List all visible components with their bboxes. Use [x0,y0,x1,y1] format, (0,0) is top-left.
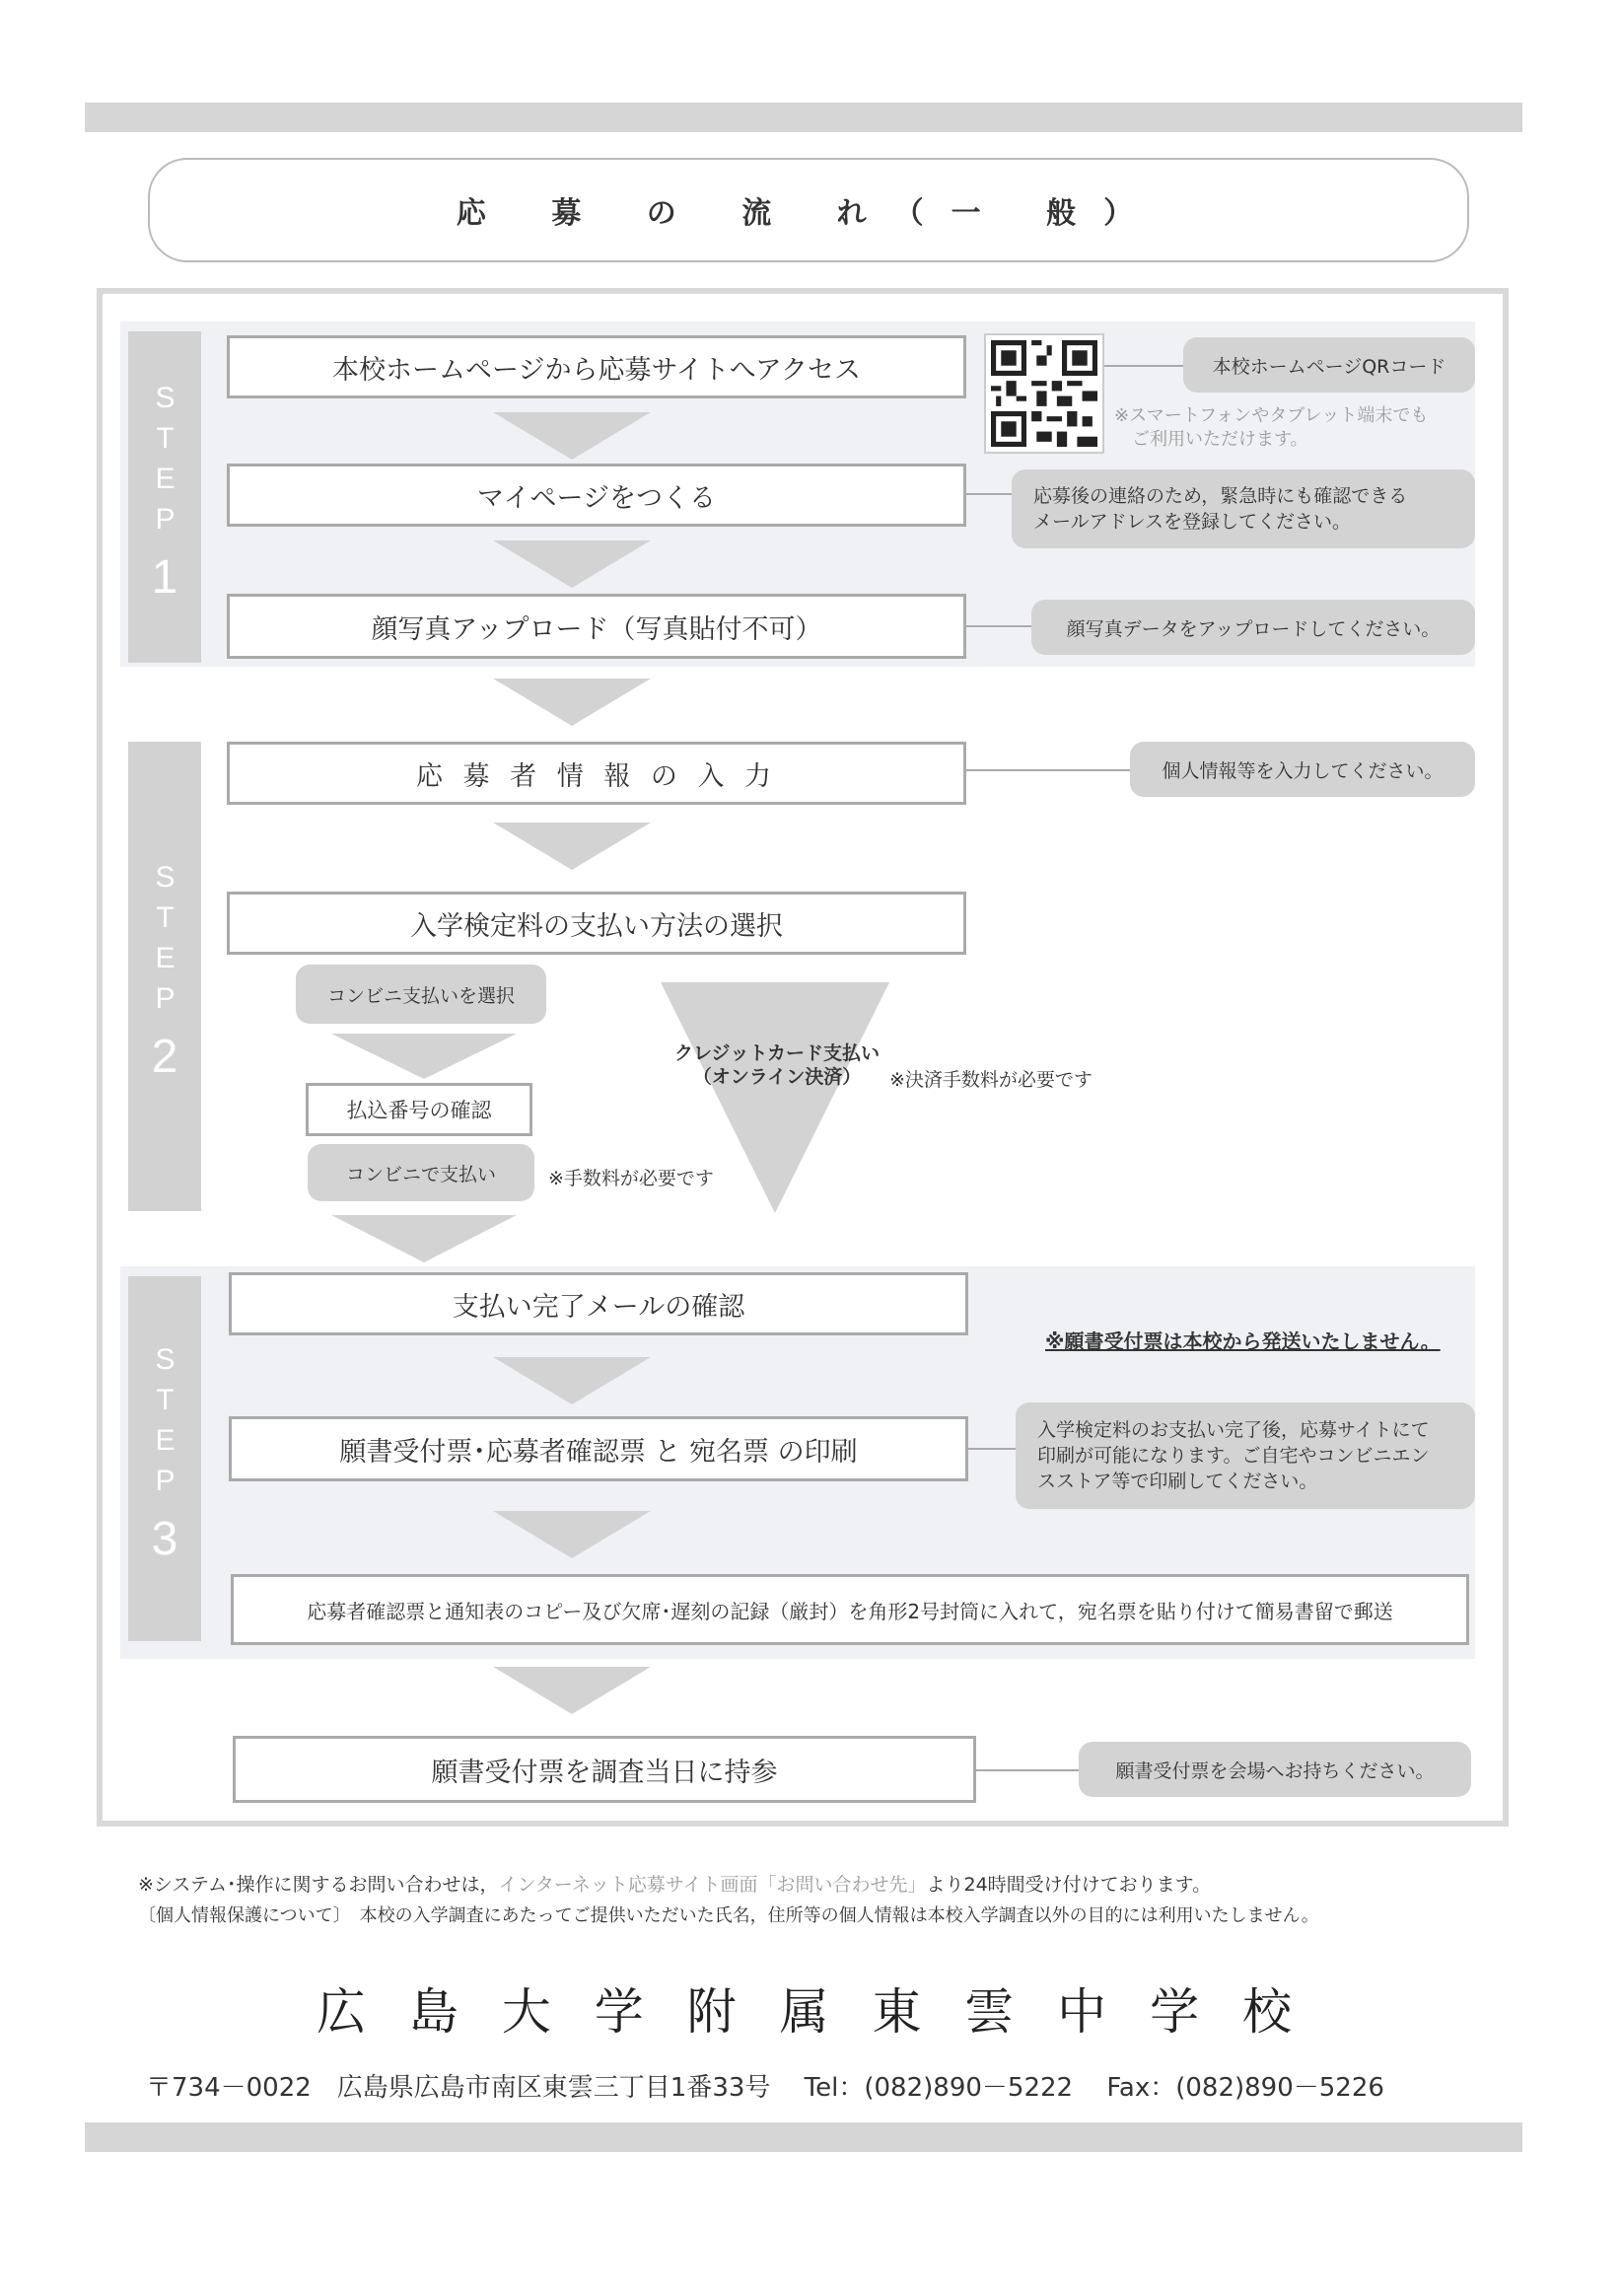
step2-label [128,742,201,1211]
step-text: STEP [149,1343,181,1505]
print-note-line1: 入学検定料のお支払い完了後，応募サイトにて [1037,1419,1430,1441]
info-note: 個人情報等を入力してください。 [1130,742,1475,797]
connector [966,493,1014,495]
qr-label: 本校ホームページQRコード [1183,337,1475,393]
step1-label [128,331,201,663]
connector [966,769,1134,771]
step3-label [128,1276,201,1641]
arrow-down [493,1357,651,1404]
number-check-box: 払込番号の確認 [306,1083,532,1136]
print-note-line3: スストア等で印刷してください。 [1037,1471,1318,1492]
arrow-down [493,679,651,726]
receipt-note: ※願書受付票は本校から発送いたしません。 [1045,1329,1441,1353]
arrow-down [493,823,651,870]
photo-note: 顔写真データをアップロードしてください。 [1031,600,1475,655]
connector [968,1448,1018,1450]
payment-box: 入学検定料の支払い方法の選択 [227,892,966,955]
arrow-down [493,412,651,460]
qr-code[interactable] [984,333,1104,454]
print-note-line2: 印刷が可能になります。ご自宅やコンビニエン [1037,1445,1430,1467]
access-box: 本校ホームページから応募サイトへアクセス [227,335,966,398]
bring-note: 願書受付票を会場へお持ちください。 [1079,1742,1471,1797]
inquiry-part2: より24時間受け付けております。 [926,1874,1212,1896]
print-note [1016,1402,1475,1509]
complete-mail-box: 支払い完了メールの確認 [229,1272,968,1335]
mypage-note-line1: 応募後の連絡のため，緊急時にも確認できる [1033,485,1408,507]
arrow-down [493,1511,651,1558]
arrow-down [493,540,651,588]
qr-note-line1: ※スマートフォンやタブレット端末でも [1114,405,1429,426]
school-name: 広 島 大 学 附 属 東 雲 中 学 校 [317,1983,1305,2041]
inquiry [138,1870,1211,1897]
qr-note [1114,404,1428,452]
mail-box: 応募者確認票と通知表のコピー及び欠席･遅刻の記録（厳封）を角形2号封筒に入れて，宛名票を貼り付けて簡易書留で郵送 [231,1574,1469,1645]
address: 〒734－0022 広島県広島市南区東雲三丁目1番33号 Tel：(082)890－5222 Fax：(082)890－5226 [146,2073,1384,2103]
top-bar [85,103,1522,132]
arrow-down [331,1034,517,1079]
qr-code-icon [991,340,1097,447]
print-box: 願書受付票･応募者確認票 と 宛名票 の印刷 [229,1416,968,1481]
konbini-select: コンビニ支払いを選択 [296,965,546,1024]
credit-triangle [661,982,889,1213]
bottom-bar [85,2122,1522,2152]
photo-box: 顔写真アップロード（写真貼付不可） [227,594,966,659]
credit-fee: ※決済手数料が必要です [889,1069,1093,1091]
inquiry-site: インターネット応募サイト画面「お問い合わせ先」 [498,1874,927,1896]
step-number: 1 [151,551,178,604]
mypage-box: マイページをつくる [227,464,966,527]
step-number: 2 [151,1031,178,1083]
konbini-pay: コンビニで支払い [308,1144,534,1201]
mypage-note-line2: メールアドレスを登録してください。 [1033,511,1352,533]
connector [976,1769,1079,1771]
credit-line2: （オンライン決済） [692,1066,862,1088]
step-text: STEP [149,382,181,543]
konbini-fee: ※手数料が必要です [548,1168,714,1189]
inquiry-part1: ※システム･操作に関するお問い合わせは， [138,1874,499,1896]
arrow-down [493,1667,651,1714]
credit-label [663,1041,891,1089]
connector [966,625,1031,627]
bring-box: 願書受付票を調査当日に持参 [233,1736,976,1803]
step-number: 3 [151,1513,178,1565]
step-text: STEP [149,861,181,1023]
privacy: 〔個人情報保護について〕 本校の入学調査にあたってご提供いただいた氏名，住所等の個人情報は本校入学調査以外の目的には利用いたしません。 [138,1905,1319,1926]
page-title: 応 募 の 流 れ（一 般） [148,158,1469,262]
qr-note-line2: ご利用いただけます。 [1132,429,1308,450]
connector [1104,365,1193,367]
info-box: 応 募 者 情 報 の 入 力 [227,742,966,805]
mypage-note [1012,469,1475,548]
arrow-down [331,1215,517,1262]
credit-line1: クレジットカード支払い [674,1042,880,1064]
